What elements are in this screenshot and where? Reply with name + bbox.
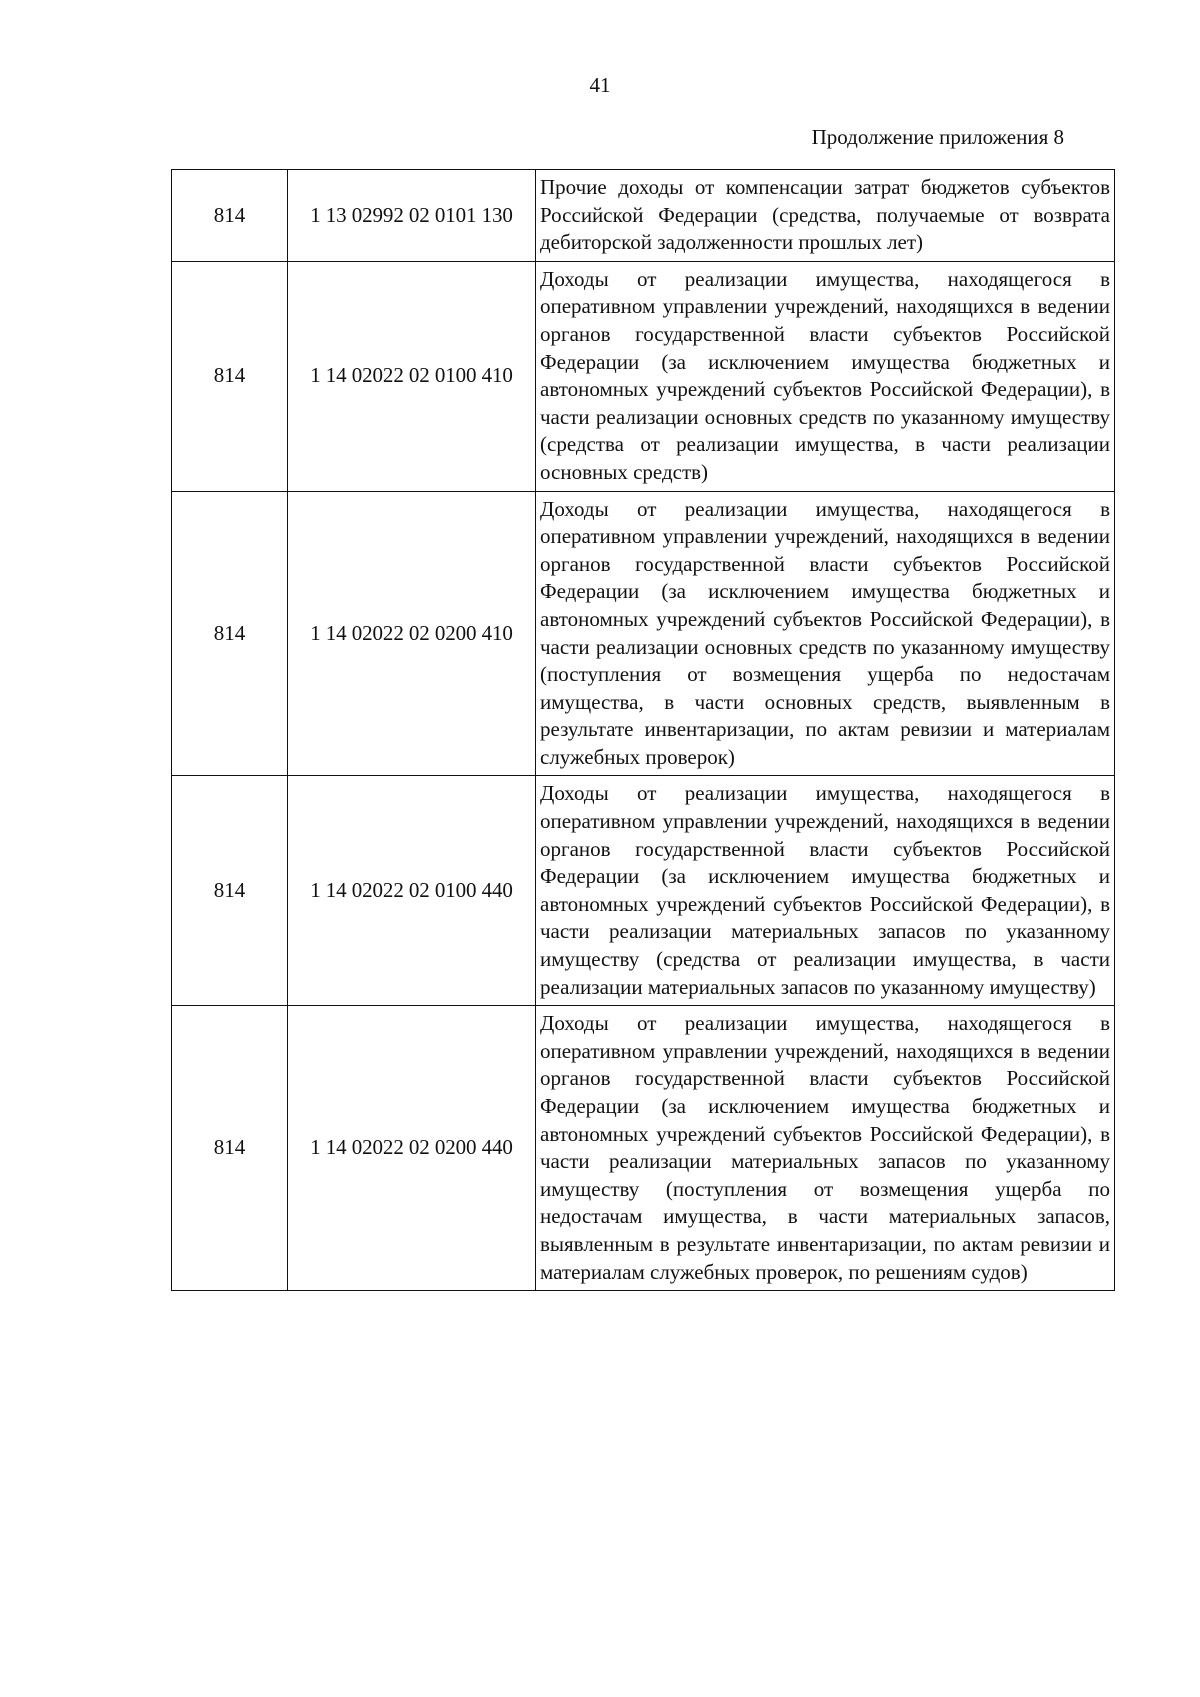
budget-classification-code-cell: 1 14 02022 02 0200 410 [288,491,536,776]
table-row [172,170,1115,262]
budget-classification-code-cell: 1 14 02022 02 0200 440 [288,1006,536,1291]
revenue-description-cell: Доходы от реализации имущества, находящегося в оперативном управлении учреждений, находящихся в ведении органов государственной власти субъектов Российской Федерации (за исключением имущества бюджетных и автономных учреждений субъектов Российской Федерации), в части реализации основных средств по указанному имуществу (поступления от возмещения ущерба по недостачам имущества, в части основных средств, выявленным в результате инвентаризации, по актам ревизии и материалам служебных проверок) [536,491,1115,776]
administrator-code-cell: 814 [172,776,288,1006]
appendix-continuation-label: Продолжение приложения 8 [811,125,1064,149]
budget-classification-code-cell: 1 14 02022 02 0100 410 [288,261,536,491]
table-row [172,1006,1115,1291]
administrator-code-cell: 814 [172,170,288,262]
revenue-description-cell: Доходы от реализации имущества, находящегося в оперативном управлении учреждений, находящихся в ведении органов государственной власти субъектов Российской Федерации (за исключением имущества бюджетных и автономных учреждений субъектов Российской Федерации), в части реализации материальных запасов по указанному имуществу (поступления от возмещения ущерба по недостачам имущества, в части материальных запасов, выявленным в результате инвентаризации, по актам ревизии и материалам служебных проверок, по решениям судов) [536,1006,1115,1291]
table-row [172,261,1115,491]
page-number: 41 [589,73,611,97]
budget-classification-code-cell: 1 13 02992 02 0101 130 [288,170,536,262]
revenue-description-cell: Доходы от реализации имущества, находящегося в оперативном управлении учреждений, находящихся в ведении органов государственной власти субъектов Российской Федерации (за исключением имущества бюджетных и автономных учреждений субъектов Российской Федерации), в части реализации основных средств по указанному имуществу (средства от реализации имущества, в части реализации основных средств) [536,261,1115,491]
table-row [172,491,1115,776]
administrator-code-cell: 814 [172,491,288,776]
budget-classification-code-cell: 1 14 02022 02 0100 440 [288,776,536,1006]
revenue-description-cell: Доходы от реализации имущества, находящегося в оперативном управлении учреждений, находящихся в ведении органов государственной власти субъектов Российской Федерации (за исключением имущества бюджетных и автономных учреждений субъектов Российской Федерации), в части реализации материальных запасов по указанному имуществу (средства от реализации имущества, в части реализации материальных запасов по указанному имуществу) [536,776,1115,1006]
administrator-code-cell: 814 [172,1006,288,1291]
administrator-code-cell: 814 [172,261,288,491]
table-row [172,776,1115,1006]
revenue-codes-table [171,169,1115,1291]
revenue-description-cell: Прочие доходы от компенсации затрат бюджетов субъектов Российской Федерации (средства, получаемые от возврата дебиторской задолженности прошлых лет) [536,170,1115,262]
